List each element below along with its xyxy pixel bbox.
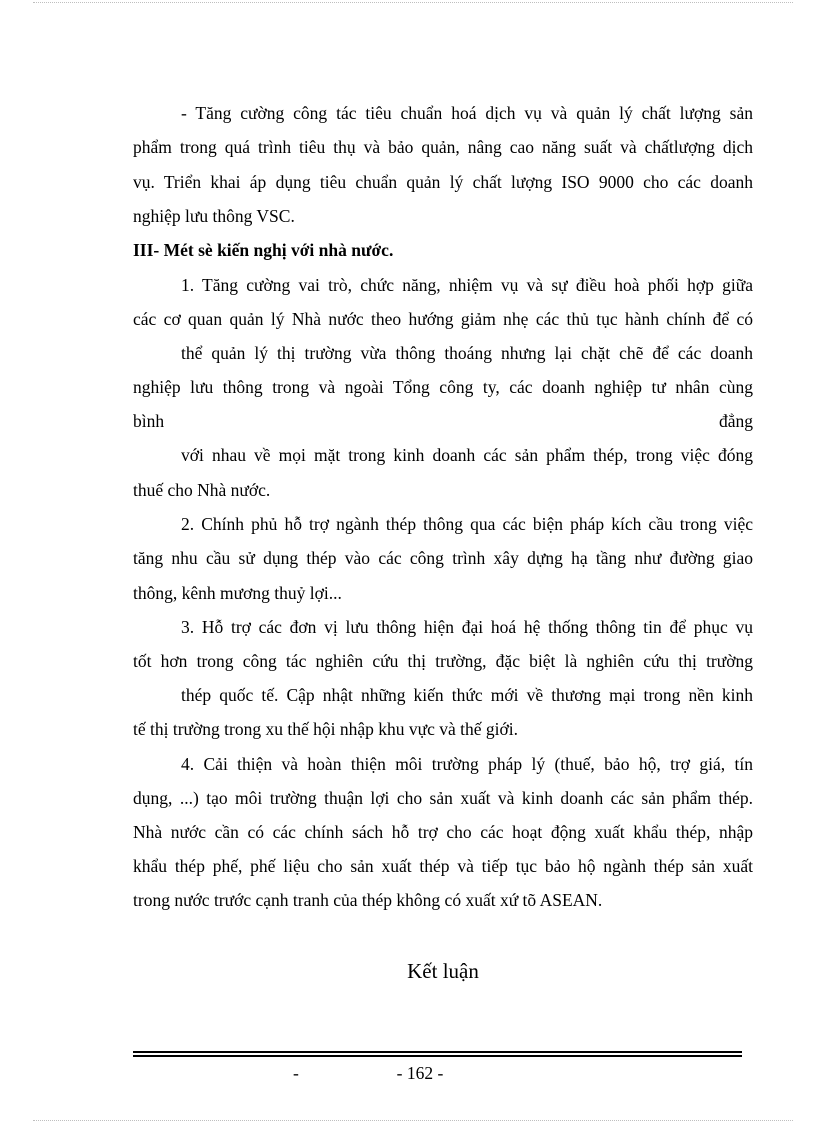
paragraph-line: dụng, ...) tạo môi trường thuận lợi cho sản xuất và kinh doanh các sản phẩm thép. [133, 788, 753, 808]
paragraph-line: khẩu thép phế, phế liệu cho sản xuất thép và tiếp tục bảo hộ ngành thép sản xuất [133, 856, 753, 876]
paragraph-line: thuế cho Nhà nước. [133, 480, 271, 500]
paragraph-line: thể quản lý thị trường vừa thông thoáng nhưng lại chặt chẽ để các doanh [181, 343, 753, 363]
paragraph-line: 1. Tăng cường vai trò, chức năng, nhiệm vụ và sự điều hoà phối hợp giữa [181, 275, 753, 295]
paragraph-line: Nhà nước cần có các chính sách hỗ trợ cho các hoạt động xuất khẩu thép, nhập [133, 822, 753, 842]
paragraph-line: nghiệp lưu thông trong và ngoài Tổng công ty, các doanh nghiệp tư nhân cùng [133, 377, 753, 397]
paragraph-line: thép quốc tế. Cập nhật những kiến thức mới về thương mại trong nền kinh [181, 685, 753, 705]
paragraph-line: tăng nhu cầu sử dụng thép vào các công trình xây dựng hạ tầng như đường giao [133, 548, 753, 568]
paragraph-line: nghiệp lưu thông VSC. [133, 206, 295, 226]
paragraph-line: trong nước trước cạnh tranh của thép không có xuất xứ tõ ASEAN. [133, 890, 603, 910]
paragraph-line: với nhau về mọi mặt trong kinh doanh các sản phẩm thép, trong việc đóng [181, 445, 753, 465]
page-number: - 162 - [396, 1063, 444, 1083]
paragraph-line: đẳng [718, 411, 753, 431]
paragraph-line: - Tăng cường công tác tiêu chuẩn hoá dịch vụ và quản lý chất lượng sản [181, 103, 753, 123]
footer-rule-bottom [133, 1055, 742, 1057]
page-bottom-border [33, 1120, 793, 1121]
paragraph-line: bình [133, 411, 165, 431]
conclusion-title: Kết luận [407, 959, 479, 983]
paragraph-line: các cơ quan quản lý Nhà nước theo hướng giảm nhẹ các thủ tục hành chính để có [133, 309, 753, 329]
footer-dash: - [293, 1063, 299, 1083]
paragraph-line: vụ. Triển khai áp dụng tiêu chuẩn quản lý chất lượng ISO 9000 cho các doanh [133, 172, 753, 192]
paragraph-line: 4. Cải thiện và hoàn thiện môi trường pháp lý (thuế, bảo hộ, trợ giá, tín [181, 754, 753, 774]
paragraph-line: phẩm trong quá trình tiêu thụ và bảo quản, nâng cao năng suất và chấtlượng dịch [133, 137, 753, 157]
footer-rule-top [133, 1051, 742, 1053]
paragraph-line: 2. Chính phủ hỗ trợ ngành thép thông qua các biện pháp kích cầu trong việc [181, 514, 753, 534]
section-heading: III- Mét sè kiến nghị với nhà nước. [133, 240, 394, 260]
page-top-border [33, 2, 793, 3]
paragraph-line: tế thị trường trong xu thế hội nhập khu vực và thế giới. [133, 719, 518, 739]
paragraph-line: tốt hơn trong công tác nghiên cứu thị trường, đặc biệt là nghiên cứu thị trường [133, 651, 753, 671]
paragraph-line: 3. Hỗ trợ các đơn vị lưu thông hiện đại hoá hệ thống thông tin để phục vụ [181, 617, 753, 637]
paragraph-line: thông, kênh mương thuỷ lợi... [133, 583, 342, 603]
